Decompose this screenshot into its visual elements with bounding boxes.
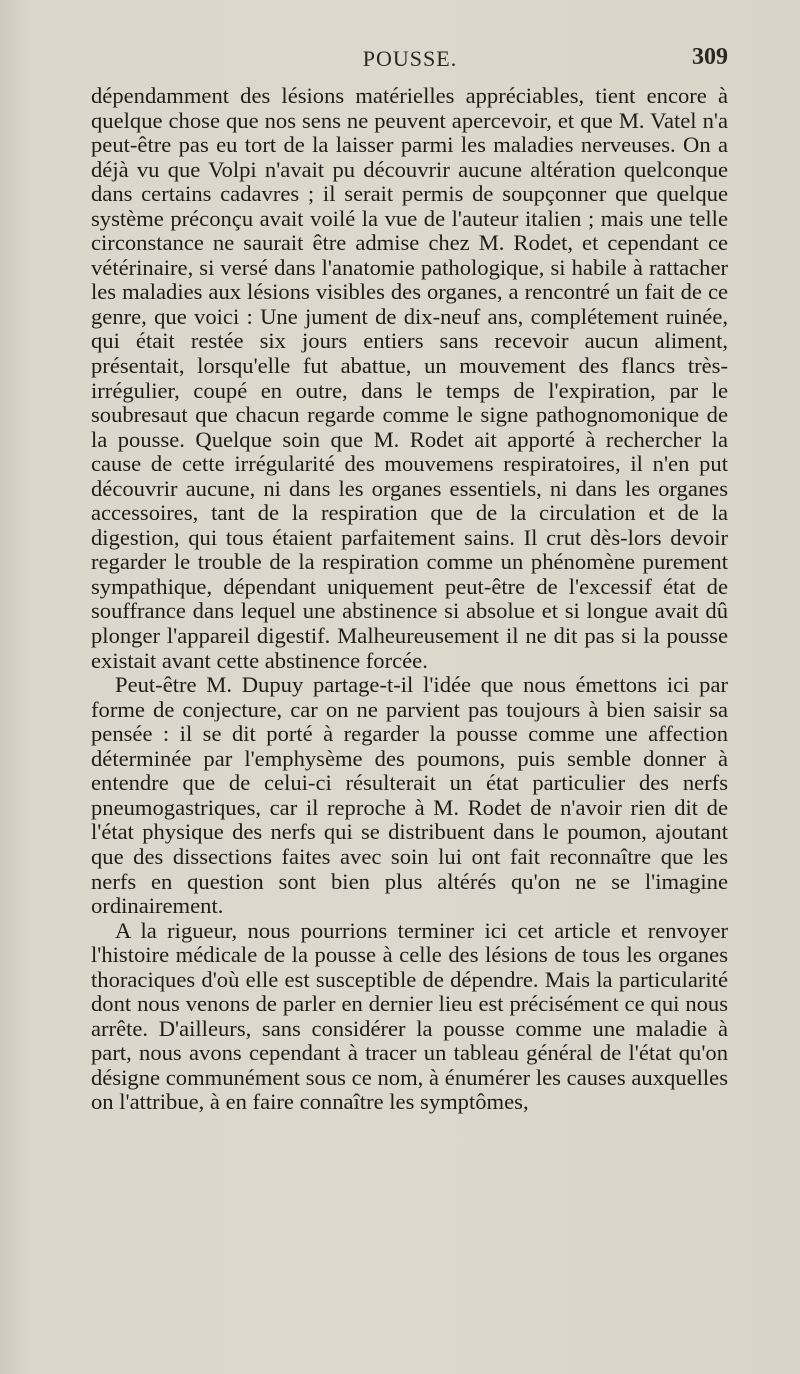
running-head: POUSSE. [362, 46, 458, 71]
paragraph-continued: dépendamment des lésions matérielles appréciables, tient encore à quelque chose que nos sens ne peuvent apercevoir, et que M. Vatel n'a peut-être pas eu tort de la laisser parmi les maladies nerveuses. On a déjà vu que Volpi n'avait pu découvrir aucune altération quelconque dans certains cadavres ; il serait permis de soupçonner que quelque système préconçu avait voilé la vue de l'auteur italien ; mais une telle circonstance ne saurait être admise chez M. Rodet, et cependant ce vétérinaire, si versé dans l'anatomie pathologique, si habile à rattacher les maladies aux lésions visibles des organes, a rencontré un fait de ce genre, que voici : Une jument de dix-neuf ans, complétement ruinée, qui était restée six jours entiers sans recevoir aucun aliment, présentait, lorsqu'elle fut abattue, un mouvement des flancs très-irrégulier, coupé en outre, dans le temps de l'expiration, par le soubresaut que chacun regarde comme le signe pathognomonique de la pousse. Quelque soin que M. Rodet ait apporté à rechercher la cause de cette irrégularité des mouvemens respiratoires, il n'en put découvrir aucune, ni dans les organes essentiels, ni dans les organes accessoires, tant de la respiration que de la circulation et de la digestion, qui tous étaient parfaitement sains. Il crut dès-lors devoir regarder le trouble de la respiration comme un phénomène purement sympathique, dépendant uniquement peut-être de l'excessif état de souffrance dans lequel une abstinence si absolue et si longue avait dû plonger l'appareil digestif. Malheureusement il ne dit pas si la pousse existait avant cette abstinence forcée. [91, 83, 728, 673]
page-header [90, 46, 730, 82]
paragraph: A la rigueur, nous pourrions terminer ici cet article et renvoyer l'histoire médicale de la pousse à celle des lésions de tous les organes thoraciques d'où elle est susceptible de dépendre. Mais la particularité dont nous venons de parler en dernier lieu est précisément ce qui nous arrête. D'ailleurs, sans considérer la pousse comme une maladie à part, nous avons cependant à tracer un tableau général de l'état qu'on désigne communément sous ce nom, à énumérer les causes auxquelles on l'attribue, à en faire connaître les symptômes, [91, 917, 728, 1115]
paragraph: Peut-être M. Dupuy partage-t-il l'idée que nous émettons ici par forme de conjecture, car on ne parvient pas toujours à bien saisir sa pensée : il se dit porté à regarder la pousse comme une affection déterminée par l'emphysème des poumons, puis semble donner à entendre que de celui-ci résulterait un état particulier des nerfs pneumogastriques, car il reproche à M. Rodet de n'avoir rien dit de l'état physique des nerfs qui se distribuent dans le poumon, ajoutant que des dissections faites avec soin lui ont fait reconnaître que les nerfs en question sont bien plus altérés qu'on ne se l'imagine ordinairement. [91, 672, 728, 919]
page-number: 309 [692, 44, 728, 70]
body-text [91, 84, 728, 1115]
